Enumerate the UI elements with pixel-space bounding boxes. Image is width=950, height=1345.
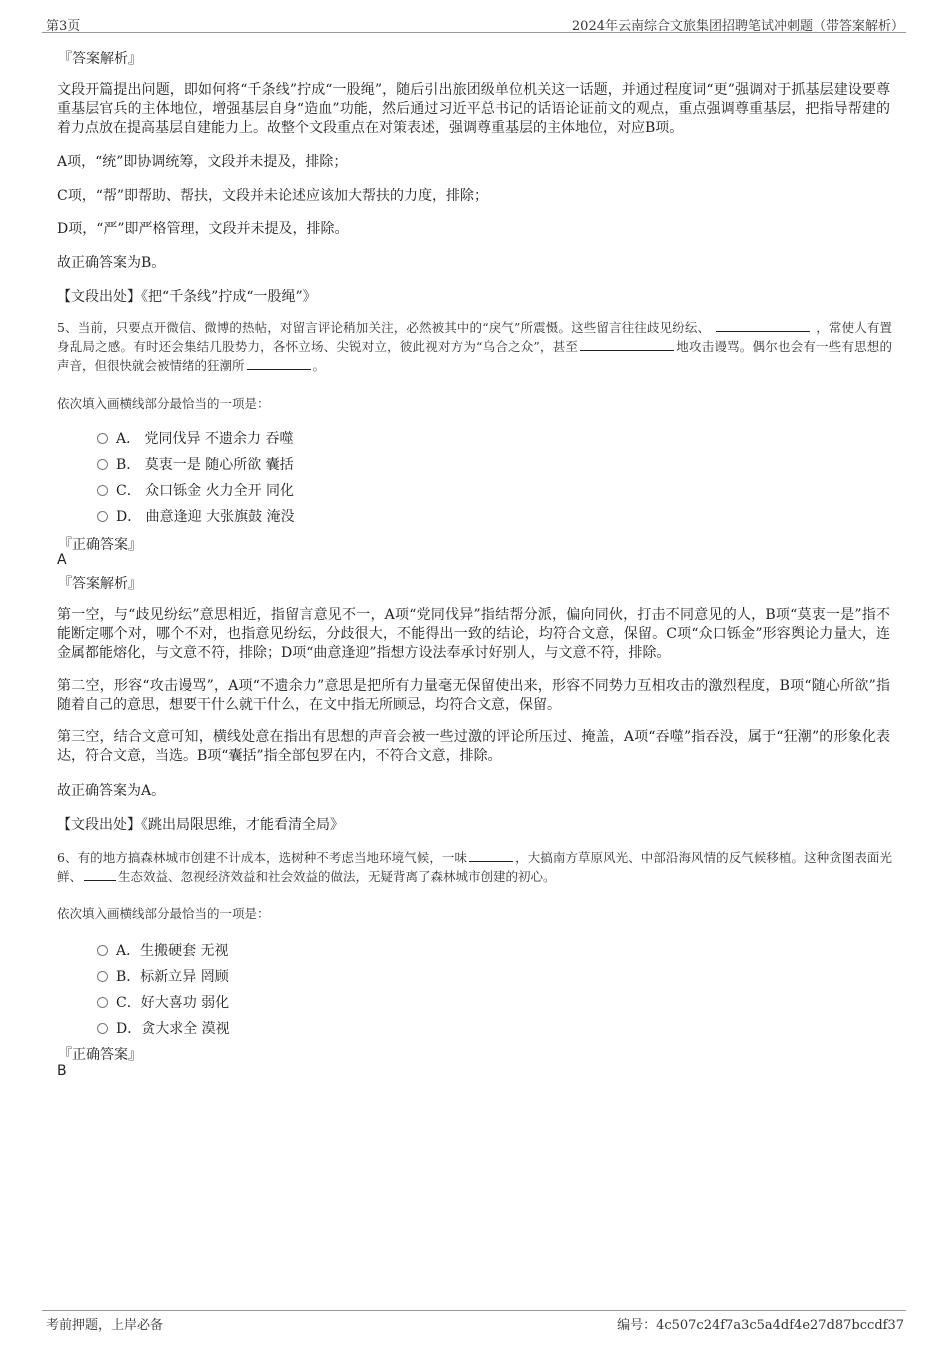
footer-slogan: 考前押题，上岸必备 — [46, 1318, 164, 1333]
source-citation: 【文段出处】《把“千条线”拧成“一股绳”》 — [57, 289, 317, 305]
correct-answer: A — [57, 552, 67, 568]
blank-3 — [247, 356, 311, 370]
blank-2 — [84, 867, 116, 881]
analysis-line-d: D项，“严”即严格管理，文段并未提及，排除。 — [57, 221, 349, 237]
analysis-label: 『答案解析』 — [58, 576, 142, 592]
footer-divider — [42, 1310, 906, 1311]
option-b[interactable]: B． 莫衷一是 随心所欲 囊括 — [97, 454, 294, 474]
analysis-conclusion: 故正确答案为A。 — [57, 783, 166, 799]
radio-icon[interactable] — [97, 945, 108, 956]
analysis-conclusion: 故正确答案为B。 — [57, 255, 166, 271]
option-c[interactable]: C． 众口铄金 火力全开 同化 — [97, 480, 294, 500]
radio-icon[interactable] — [97, 511, 108, 522]
correct-answer-label: 『正确答案』 — [58, 1047, 142, 1063]
question-5-instruction: 依次填入画横线部分最恰当的一项是： — [57, 396, 270, 411]
correct-answer: B — [57, 1063, 67, 1079]
correct-answer-label: 『正确答案』 — [58, 537, 142, 553]
analysis-line-a: A项，“统”即协调统筹，文段并未提及，排除； — [57, 154, 348, 170]
radio-icon[interactable] — [97, 971, 108, 982]
analysis-paragraph-2: 第二空，形容“攻击谩骂”，A项“不遗余力”意思是把所有力量毫无保留使出来，形容不同势力互相攻击的激烈程度，B项“随心所欲”指随着自己的意思，想要干什么就干什么，在文中指无所顾忌，均符合文意，保留。 — [57, 678, 890, 713]
question-6-instruction: 依次填入画横线部分最恰当的一项是： — [57, 906, 270, 921]
radio-icon[interactable] — [97, 433, 108, 444]
analysis-line-c: C项，“帮”即帮助、帮扶，文段并未论述应该加大帮扶的力度，排除； — [57, 188, 489, 204]
analysis-paragraph: 文段开篇提出问题，即如何将“千条线”拧成“一股绳”，随后引出旅团级单位机关这一话题，并通过程度词“更”强调对于抓基层建设要尊重基层官兵的主体地位，增强基层自身“造血”功能，然后通过习近平总书记的话语论证前文的观点，重点强调尊重基层，把指导帮建的着力点放在提高基层自建能力上。故整个文段重点在对策表述，强调尊重基层的主体地位，对应B项。 — [57, 82, 890, 136]
option-a[interactable]: A． 党同伐异 不遗余力 吞噬 — [97, 428, 293, 448]
blank-1 — [716, 318, 810, 332]
blank-2 — [580, 337, 674, 351]
option-c[interactable]: C．好大喜功 弱化 — [97, 992, 229, 1012]
question-5-text: 5、当前，只要点开微信、微博的热帖，对留言评论稍加关注，必然被其中的“戾气”所震慑。这些留言往往歧见纷纭、 ，常使人有置身乱局之感。有时还会集结几股势力，各怀立场、尖锐对立，彼此视对方为“乌合之众”，甚至 地攻击谩骂。偶尔也会有一些有思想的声音，但很快就会被情绪的狂潮所 。 — [57, 320, 892, 373]
radio-icon[interactable] — [97, 485, 108, 496]
document-id: 编号：4c507c24f7a3c5a4df4e27d87bccdf37 — [617, 1318, 904, 1333]
page-number: 第3页 — [46, 19, 81, 34]
document-title: 2024年云南综合文旅集团招聘笔试冲刺题（带答案解析） — [571, 19, 904, 34]
analysis-paragraph-3: 第三空，结合文意可知，横线处意在指出有思想的声音会被一些过激的评论所压过、掩盖，A项“吞噬”指吞没，属于“狂潮”的形象化表达，符合文意，当选。B项“囊括”指全部包罗在内，不符合文意，排除。 — [57, 729, 890, 764]
analysis-label: 『答案解析』 — [58, 51, 142, 67]
analysis-paragraph-1: 第一空，与“歧见纷纭”意思相近，指留言意见不一，A项“党同伐异”指结帮分派，偏向同伙，打击不同意见的人，B项“莫衷一是”指不能断定哪个对，哪个不对，也指意见纷纭，分歧很大，不能得出一致的结论，均符合文意，保留。C项“众口铄金”形容舆论力量大，连金属都能熔化，与文意不符，排除；D项“曲意逢迎”指想方设法奉承讨好别人，与文意不符，排除。 — [57, 607, 890, 661]
header-divider — [42, 32, 906, 33]
option-d[interactable]: D．贪大求全 漠视 — [97, 1018, 230, 1038]
radio-icon[interactable] — [97, 459, 108, 470]
question-6-text: 6、有的地方搞森林城市创建不计成本，选树种不考虑当地环境气候，一味 ，大搞南方草原风光、中部沿海风情的反气候移植。这种贪图表面光鲜、 生态效益、忽视经济效益和社会效益的做法，无疑背离了森林城市创建的初心。 — [57, 850, 892, 884]
source-citation: 【文段出处】《跳出局限思维，才能看清全局》 — [57, 817, 344, 833]
radio-icon[interactable] — [97, 997, 108, 1008]
option-d[interactable]: D． 曲意逢迎 大张旗鼓 淹没 — [97, 506, 295, 526]
blank-1 — [469, 848, 513, 862]
option-b[interactable]: B．标新立异 罔顾 — [97, 966, 229, 986]
radio-icon[interactable] — [97, 1023, 108, 1034]
option-a[interactable]: A．生搬硬套 无视 — [97, 940, 229, 960]
